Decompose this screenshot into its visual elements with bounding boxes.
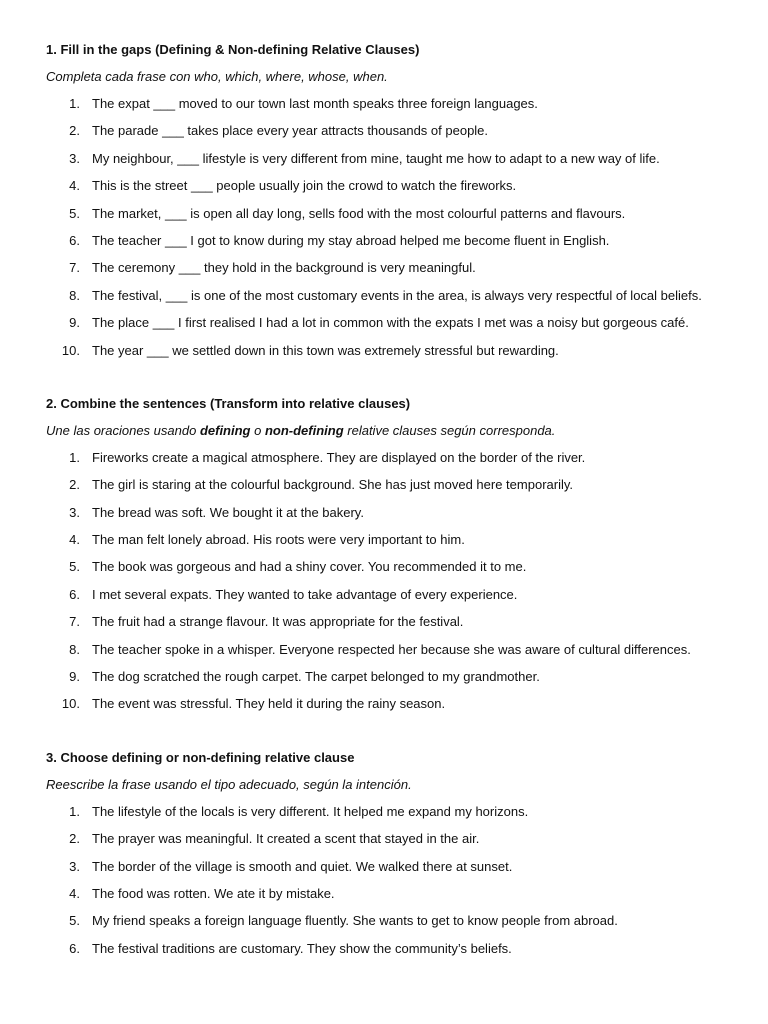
list-item: 10. The event was stressful. They held it during the rainy season. bbox=[61, 696, 446, 712]
list-item: 7. The fruit had a strange flavour. It was appropriate for the festival. bbox=[69, 614, 464, 630]
section-instruction bbox=[46, 67, 722, 87]
section-instruction bbox=[46, 421, 722, 441]
list-item: 6. The festival traditions are customary. They show the community’s beliefs. bbox=[69, 940, 512, 956]
instruction-text: Completa cada frase con who, which, where, whose, when. bbox=[46, 69, 388, 84]
list-item: 2. The girl is staring at the colourful background. She has just moved here temporarily. bbox=[69, 477, 573, 493]
list-item: 7. The ceremony ___ they hold in the background is very meaningful. bbox=[69, 260, 476, 276]
list-item: 10. The year ___ we settled down in this town was extremely stressful but rewarding. bbox=[61, 342, 559, 358]
list-item: 5. My friend speaks a foreign language fluently. She wants to get to know people from abroad. bbox=[69, 913, 618, 929]
list-item: 3. The bread was soft. We bought it at the bakery. bbox=[69, 504, 364, 520]
list-item: 1. The lifestyle of the locals is very different. It helped me expand my horizons. bbox=[69, 803, 529, 819]
list-item: 6. I met several expats. They wanted to take advantage of every experience. bbox=[69, 586, 518, 602]
list-item: 4. The man felt lonely abroad. His roots were very important to him. bbox=[69, 532, 465, 548]
section-title: 3. Choose defining or non-defining relative clause bbox=[46, 749, 355, 765]
section-choose-clause bbox=[46, 748, 722, 966]
list-item: 5. The market, ___ is open all day long, sells food with the most colourful patterns and flavours. bbox=[69, 205, 626, 221]
section-combine-sentences bbox=[46, 394, 722, 722]
instruction-emphasis: non-defining bbox=[264, 422, 344, 438]
list-item: 1. The expat ___ moved to our town last month speaks three foreign languages. bbox=[69, 96, 538, 111]
section-instruction bbox=[46, 775, 722, 795]
list-item: 9. The place ___ I first realised I had a lot in common with the expats I met was a noisy but gorgeous café. bbox=[69, 315, 689, 331]
instruction-text: Reescribe la frase usando el tipo adecuado, según la intención. bbox=[46, 776, 412, 792]
list-item: 4. The food was rotten. We ate it by mistake. bbox=[69, 885, 335, 901]
section-title: 1. Fill in the gaps (Defining & Non-defining Relative Clauses) bbox=[46, 42, 420, 57]
list-item: 5. The book was gorgeous and had a shiny cover. You recommended it to me. bbox=[69, 559, 527, 575]
section-title: 2. Combine the sentences (Transform into relative clauses) bbox=[46, 395, 411, 411]
instruction-text: Une las oraciones usando bbox=[46, 422, 200, 438]
list-item: 2. The prayer was meaningful. It created a scent that stayed in the air. bbox=[69, 831, 480, 847]
list-item: 1. Fireworks create a magical atmosphere. They are displayed on the border of the river. bbox=[69, 449, 586, 465]
section-fill-gaps bbox=[46, 40, 722, 368]
list-item: 6. The teacher ___ I got to know during my stay abroad helped me become fluent in English. bbox=[69, 232, 610, 248]
list-item: 3. The border of the village is smooth and quiet. We walked there at sunset. bbox=[69, 858, 513, 874]
instruction-text: o bbox=[250, 422, 265, 438]
exercise-list bbox=[46, 94, 722, 368]
exercise-list bbox=[46, 802, 722, 966]
instruction-text: relative clauses según corresponda. bbox=[343, 422, 556, 438]
exercise-list bbox=[46, 448, 722, 722]
list-item: 9. The dog scratched the rough carpet. The carpet belonged to my grandmother. bbox=[69, 669, 540, 685]
list-item: 2. The parade ___ takes place every year attracts thousands of people. bbox=[69, 123, 489, 139]
list-item: 4. This is the street ___ people usually join the crowd to watch the fireworks. bbox=[69, 178, 517, 194]
list-item: 8. The festival, ___ is one of the most customary events in the area, is always very respectful of local beliefs. bbox=[69, 287, 702, 303]
list-item: 3. My neighbour, ___ lifestyle is very different from mine, taught me how to adapt to a new way of life. bbox=[69, 150, 660, 166]
list-item: 8. The teacher spoke in a whisper. Everyone respected her because she was aware of cultural differences. bbox=[69, 641, 691, 657]
instruction-emphasis: defining bbox=[199, 422, 251, 438]
